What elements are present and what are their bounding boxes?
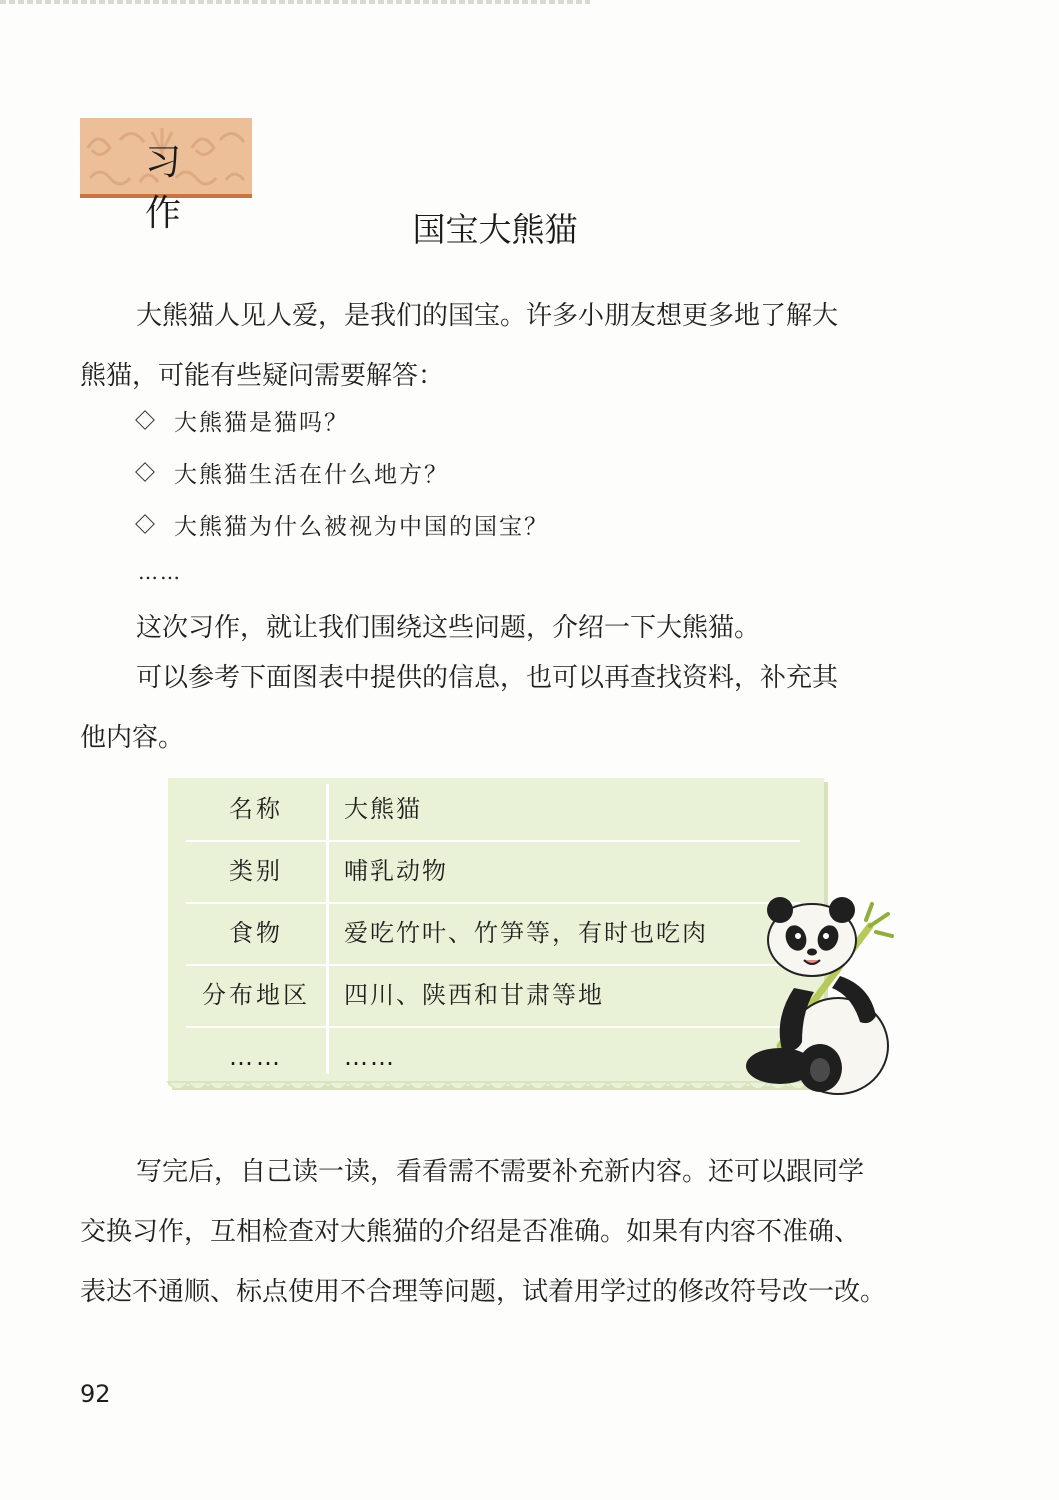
question-item [138, 508, 549, 541]
question-item [138, 456, 449, 489]
paragraph-4-line-1: 写完后，自己读一读，看看需不需要补充新内容。还可以跟同学 [136, 1157, 865, 1187]
section-banner [80, 118, 252, 234]
row-label: 名称 [229, 795, 283, 823]
row-label: 类别 [229, 857, 283, 885]
section-label: 习 作 [144, 142, 217, 234]
diamond-bullet-icon [135, 462, 155, 482]
top-border [0, 0, 590, 4]
paragraph-3-line-1: 可以参考下面图表中提供的信息，也可以再查找资料，补充其 [136, 663, 839, 693]
paragraph-4-line-3: 表达不通顺、标点使用不合理等问题，试着用学过的修改符号改一改。 [80, 1277, 887, 1307]
panda-illustration [720, 896, 896, 1096]
row-value: 四川、陕西和甘肃等地 [344, 981, 604, 1009]
row-label: 分布地区 [202, 981, 310, 1009]
question-text: 大熊猫生活在什么地方？ [174, 462, 449, 488]
question-item [138, 404, 349, 437]
questions-ellipsis: …… [138, 560, 182, 584]
intro-paragraph [80, 286, 912, 406]
intro-line-1: 大熊猫人见人爱，是我们的国宝。许多小朋友想更多地了解大 [136, 301, 839, 331]
row-value: 哺乳动物 [344, 857, 448, 885]
intro-line-2: 熊猫，可能有些疑问需要解答： [80, 361, 445, 391]
table-row [186, 1026, 800, 1088]
paragraph-2-text: 这次习作，就让我们围绕这些问题，介绍一下大熊猫。 [136, 613, 761, 643]
table-row [186, 902, 800, 966]
paragraph-4 [80, 1142, 920, 1322]
diamond-bullet-icon [135, 410, 155, 430]
question-text: 大熊猫是猫吗？ [174, 410, 349, 436]
table-row [186, 840, 800, 904]
diamond-bullet-icon [135, 514, 155, 534]
page-number: 92 [80, 1380, 111, 1408]
paragraph-3 [80, 648, 912, 768]
row-label: 食物 [229, 919, 283, 947]
row-label: …… [229, 1043, 283, 1071]
question-text: 大熊猫为什么被视为中国的国宝？ [174, 514, 549, 540]
row-value: …… [344, 1043, 396, 1071]
paragraph-3-line-2: 他内容。 [80, 723, 185, 753]
row-value: 大熊猫 [344, 795, 422, 823]
page-title: 国宝大熊猫 [412, 210, 578, 249]
table-row [186, 964, 800, 1028]
table-row [186, 778, 800, 842]
paragraph-4-line-2: 交换习作，互相检查对大熊猫的介绍是否准确。如果有内容不准确、 [80, 1217, 861, 1247]
row-value: 爱吃竹叶、竹笋等，有时也吃肉 [344, 919, 708, 947]
